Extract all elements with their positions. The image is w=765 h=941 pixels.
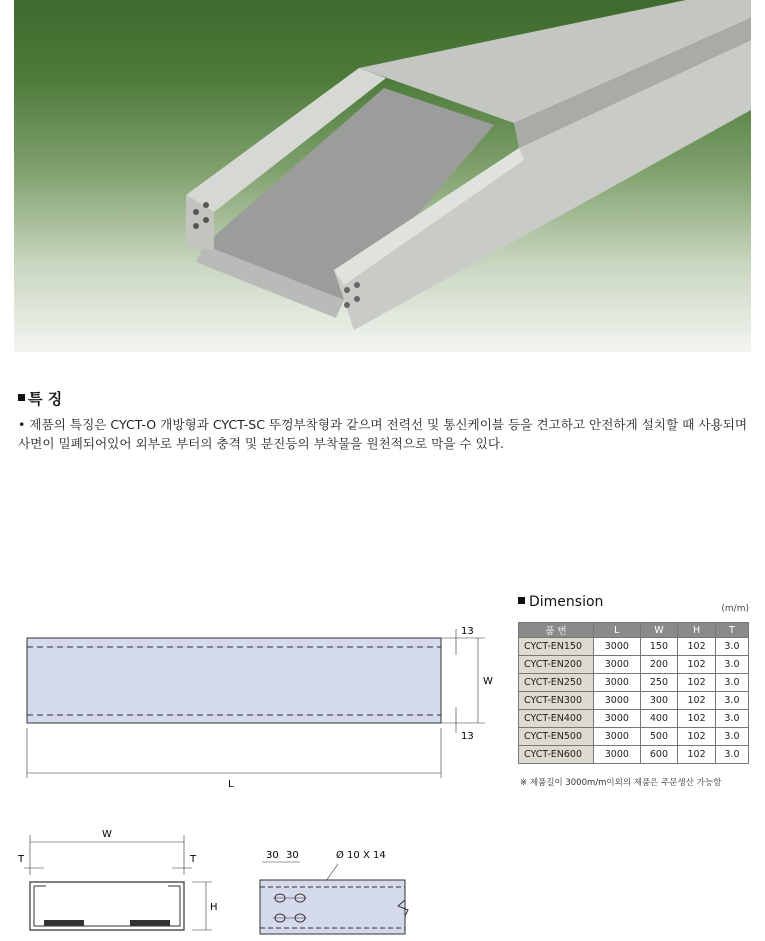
- dimension-table: [518, 622, 749, 764]
- table-row: CYCT-EN300 3000 300 102 3.0: [519, 692, 749, 710]
- dim-label-l: L: [228, 779, 234, 790]
- tray-plate: [27, 638, 441, 723]
- table-row: CYCT-EN600 3000 600 102 3.0: [519, 746, 749, 764]
- dim-label-w: W: [483, 676, 493, 687]
- section-h-label: H: [210, 902, 218, 913]
- header-l: L: [594, 623, 641, 638]
- features-text: • 제품의 특징은 CYCT-O 개방형과 CYCT-SC 뚜껑부착형과 같으며 전력선 및 통신케이블 등을 견고하고 안전하게 설치할 때 사용되며 사면이 밀폐되어있어 외부로 부터의 충격 및 분진등의 부착물을 원천적으로 막을 수 있다.: [18, 417, 748, 451]
- header-part-no: 품 번: [519, 623, 594, 638]
- cable-tray-illustration: [14, 0, 751, 352]
- square-bullet-icon: [18, 394, 25, 401]
- square-bullet-icon: [518, 597, 525, 604]
- top-view-drawing: [0, 615, 510, 795]
- section-t-right-label: T: [190, 854, 197, 865]
- section-w-label: W: [102, 829, 112, 840]
- features-heading: 특 징: [18, 388, 62, 409]
- side-30-a-label: 30: [266, 850, 279, 861]
- product-photo: [14, 0, 751, 352]
- dim-label-13-bottom: 13: [461, 731, 474, 742]
- table-header-row: [519, 623, 749, 638]
- cross-section-drawing: [0, 820, 240, 941]
- table-row: CYCT-EN150 3000 150 102 3.0: [519, 638, 749, 656]
- side-plate: [260, 880, 405, 934]
- table-row: CYCT-EN500 3000 500 102 3.0: [519, 728, 749, 746]
- section-t-left-label: T: [18, 854, 25, 865]
- unit-label: (m/m): [721, 604, 749, 614]
- dimension-heading: Dimension: [518, 594, 603, 610]
- side-30-b-label: 30: [286, 850, 299, 861]
- header-w: W: [640, 623, 678, 638]
- dim-label-13-top: 13: [461, 626, 474, 637]
- side-view-drawing: [248, 842, 423, 941]
- table-row: CYCT-EN200 3000 200 102 3.0: [519, 656, 749, 674]
- side-hole-label: Ø 10 X 14: [336, 850, 386, 861]
- order-note: ※ 제품길이 3000m/m이외의 제품은 주문생산 가능함: [520, 778, 722, 788]
- table-row: CYCT-EN250 3000 250 102 3.0: [519, 674, 749, 692]
- table-row: CYCT-EN400 3000 400 102 3.0: [519, 710, 749, 728]
- header-h: H: [678, 623, 716, 638]
- header-t: T: [715, 623, 748, 638]
